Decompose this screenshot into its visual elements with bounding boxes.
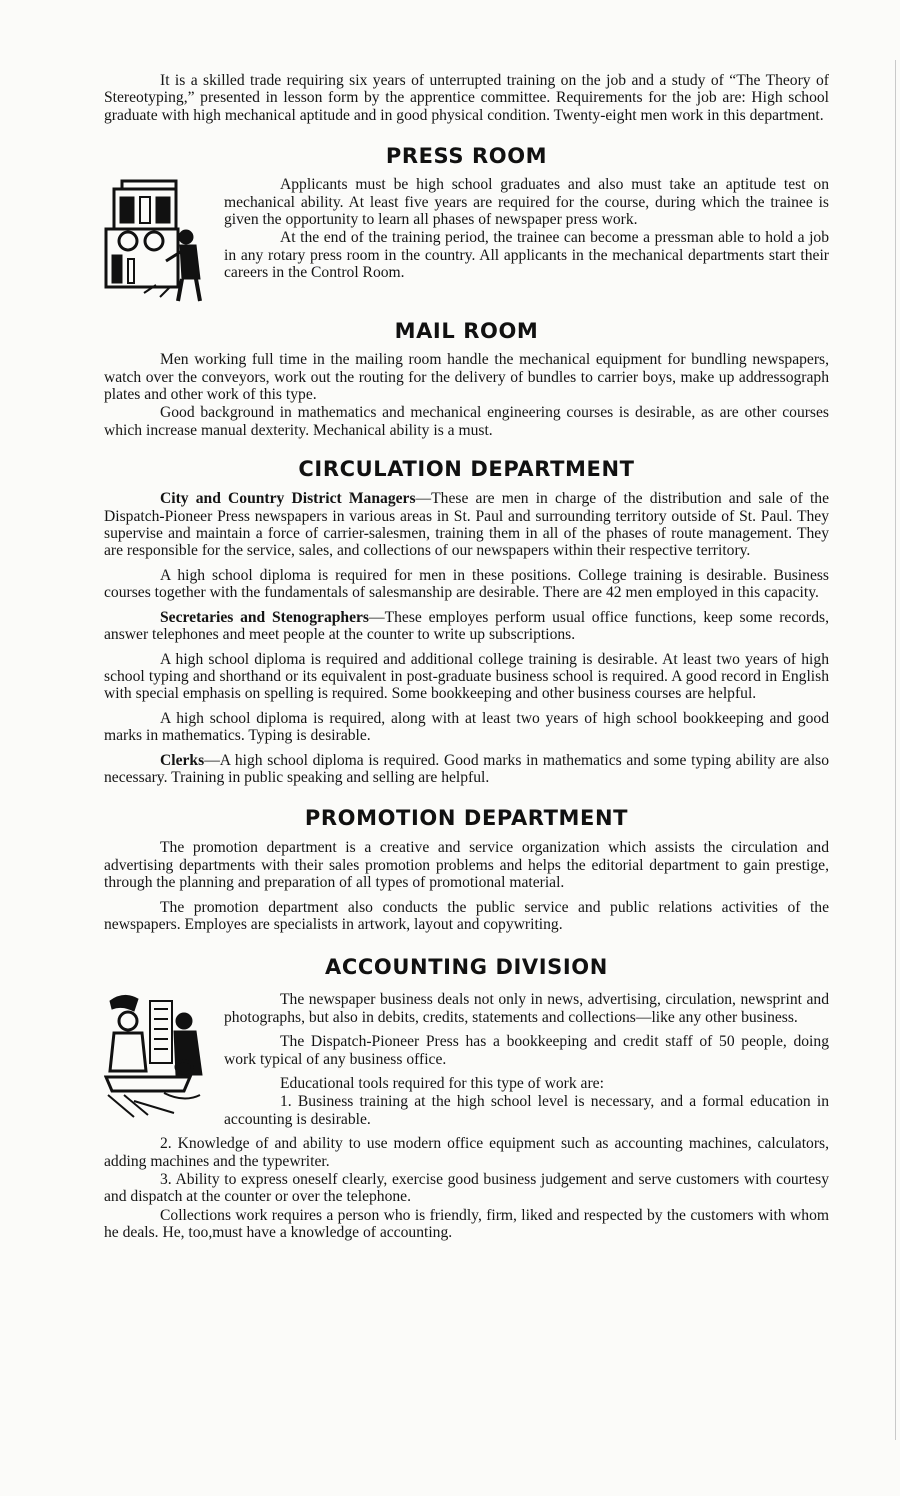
mail-room-heading: MAIL ROOM: [394, 319, 539, 344]
press-room-paragraph-2: At the end of the training period, the trainee can become a pressman able to hold a job in any rotary press room in the country. All applicants in the mechanical departments start their careers in the Control Room.: [224, 229, 829, 282]
clerks-text: —A high school diploma is required. Good marks in mathematics and some typing ability are also necessary. Training in public speaking and selling are helpful.: [104, 751, 829, 786]
page-edge-shadow: [895, 60, 896, 1440]
promotion-paragraph-2: The promotion department also conducts the public service and public relations activities of the newspapers. Employes are specialists in artwork, layout and copywriting.: [104, 898, 829, 933]
circulation-heading: CIRCULATION DEPARTMENT: [298, 457, 635, 482]
clerks-paragraph: [104, 752, 829, 787]
secretaries-paragraph: [104, 609, 829, 644]
promotion-heading: PROMOTION DEPARTMENT: [304, 806, 629, 831]
press-room-heading: PRESS ROOM: [385, 144, 548, 169]
collections-paragraph: Collections work requires a person who is friendly, firm, liked and respected by the customers with whom he deals. He, too,must have a knowledge of accounting.: [104, 1206, 829, 1242]
district-managers-paragraph: [104, 490, 829, 560]
accounting-paragraph-1: The newspaper business deals not only in news, advertising, circulation, newsprint and photographs, but also in debits, credits, statements and collections—like any other business.: [224, 991, 829, 1026]
press-room-paragraph-1: Applicants must be high school graduates and also must take an aptitude test on mechanical ability. At least five years are required for the course, during which the trainee is given the opportunity to learn all phases of newspaper press work.: [224, 176, 829, 229]
accounting-list-item-2: 2. Knowledge of and ability to use modern office equipment such as accounting machines, calculators, adding machines and the typewriter.: [104, 1135, 829, 1170]
secretaries-requirements-paragraph: A high school diploma is required and additional college training is desirable. At least two years of high school typing and shorthand or its equivalent in post-graduate business school is required. A good record in English with special emphasis on spelling is required. Some bookkeeping and other business courses are helpful.: [104, 650, 829, 703]
document-page: [104, 72, 829, 1242]
district-managers-text: —These are men in charge of the distribution and sale of the Dispatch-Pioneer Press newspapers in various areas in St. Paul and surrounding territory outside of St. Paul. They supervise and maintain a force of carrier-salesmen, training them in all of the phases of route management. They are responsible for the service, sales, and collections of our newspapers within their respective territory.: [104, 490, 829, 560]
accounting-list-item-1: 1. Business training at the high school level is necessary, and a formal education in accounting is desirable.: [224, 1093, 829, 1128]
district-managers-label: City and Country District Managers: [160, 490, 416, 508]
stereotyping-paragraph: It is a skilled trade requiring six years of unterrupted training on the job and a study of “The Theory of Stereotyping,” presented in lesson form by the apprentice committee. Requirements for the job are: High school graduate with high mechanical aptitude and in good physical condition. Twenty-eight men work in this department.: [104, 72, 829, 124]
mail-room-paragraph-2: Good background in mathematics and mechanical engineering courses is desirable, as are other courses which increase manual dexterity. Mechanical ability is a must.: [104, 404, 829, 439]
accounting-paragraph-2: The Dispatch-Pioneer Press has a bookkeeping and credit staff of 50 people, doing work typical of any business office.: [224, 1033, 829, 1068]
promotion-paragraph-1: The promotion department is a creative and service organization which assists the circulation and advertising departments with their sales promotion problems and helps the editorial department to gain prestige, through the planning and preparation of all types of promotional material.: [104, 839, 829, 892]
accounting-paragraph-3: Educational tools required for this type of work are:: [280, 1075, 604, 1092]
accounting-heading: ACCOUNTING DIVISION: [325, 955, 608, 980]
bookkeeping-requirements-paragraph: A high school diploma is required, along with at least two years of high school bookkeeping and good marks in mathematics. Typing is desirable.: [104, 709, 829, 745]
press-operator-illustration-icon: [104, 175, 208, 303]
accounting-list-item-3: 3. Ability to express oneself clearly, exercise good business judgement and serve customers with courtesy and dispatch at the counter or over the telephone.: [104, 1171, 829, 1206]
clerks-label: Clerks: [160, 751, 205, 769]
mail-room-paragraph-1: Men working full time in the mailing room handle the mechanical equipment for bundling newspapers, watch over the conveyors, work out the routing for the delivery of bundles to carrier boys, make up addressograph plates and other work of this type.: [104, 351, 829, 404]
accounting-clerk-illustration-icon: [104, 991, 208, 1121]
secretaries-text: —These employes perform usual office functions, keep some records, answer telephones and meet people at the counter to write up subscriptions.: [104, 608, 829, 644]
secretaries-label: Secretaries and Stenographers: [160, 608, 370, 626]
managers-requirements-paragraph: A high school diploma is required for men in these positions. College training is desirable. Business courses together with the fundamentals of salesmanship are desirable. There are 42 men employed in this capacity.: [104, 566, 829, 602]
